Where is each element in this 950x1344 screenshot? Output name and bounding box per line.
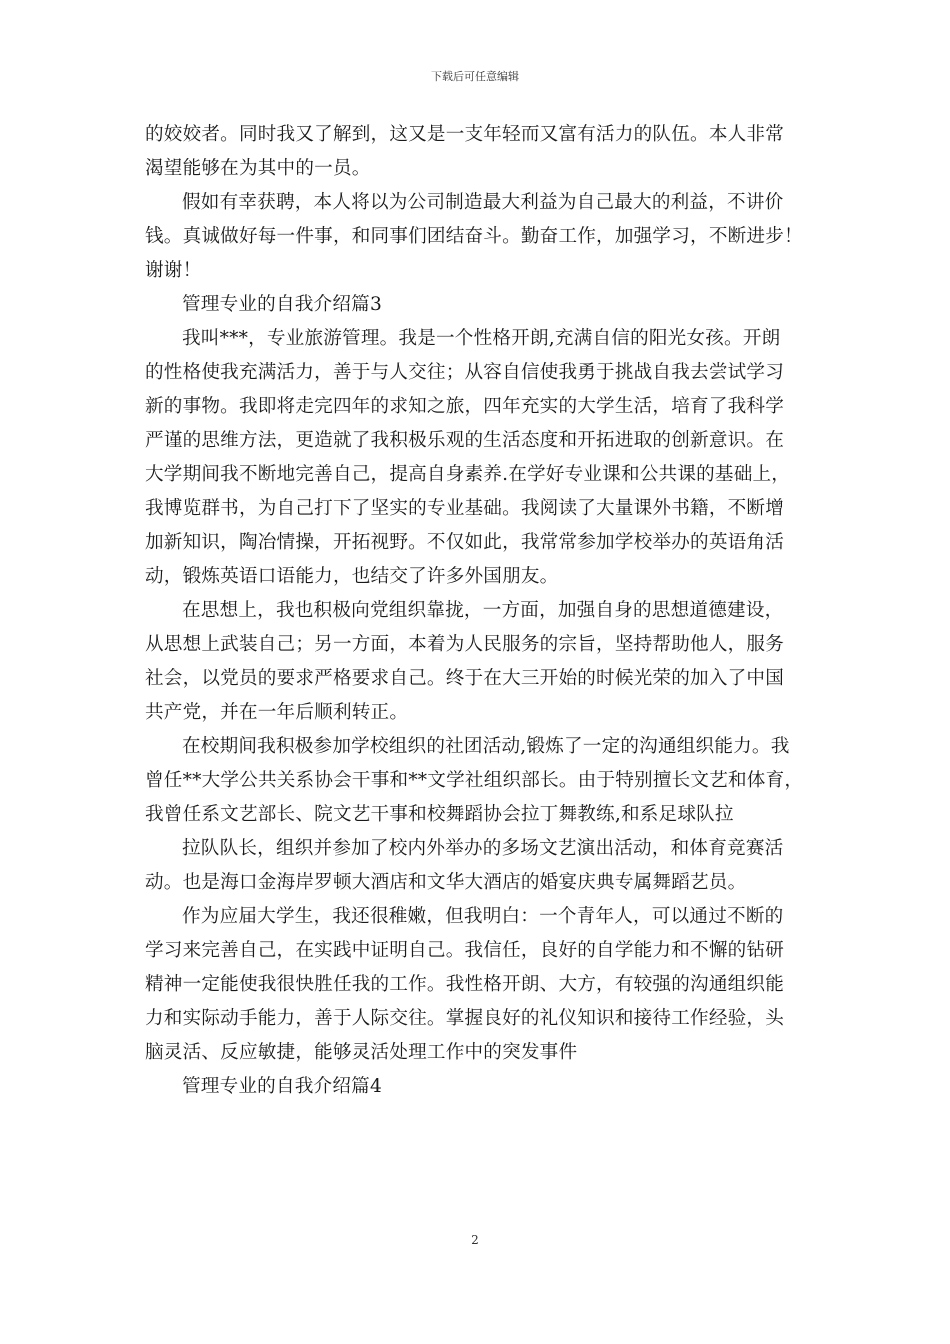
page-number: 2 — [471, 1233, 479, 1247]
text-line: 在思想上，我也积极向党组织靠拢，一方面，加强自身的思想道德建设， — [182, 600, 784, 621]
text-line: 大学期间我不断地完善自己，提高自身素养.在学好专业课和公共课的基础上， — [145, 464, 791, 485]
document-body — [145, 118, 810, 1104]
text-line: 动。也是海口金海岸罗顿大酒店和文华大酒店的婚宴庆典专属舞蹈艺员。 — [145, 872, 747, 893]
text-line: 的姣姣者。同时我又了解到，这又是一支年轻而又富有活力的队伍。本人非常 — [145, 124, 784, 145]
text-line: 在校期间我积极参加学校组织的社团活动,锻炼了一定的沟通组织能力。我 — [182, 736, 790, 757]
text-line: 脑灵活、反应敏捷，能够灵活处理工作中的突发事件 — [145, 1042, 578, 1063]
text-line: 作为应届大学生，我还很稚嫩，但我明白：一个青年人，可以通过不断的 — [182, 906, 784, 927]
text-line: 谢谢！ — [145, 260, 202, 281]
text-line: 拉队队长，组织并参加了校内外举办的多场文艺演出活动，和体育竞赛活 — [182, 838, 784, 859]
text-line: 我叫***，专业旅游管理。我是一个性格开朗,充满自信的阳光女孩。开朗 — [182, 328, 781, 349]
text-line: 我曾任系文艺部长、院文艺干事和校舞蹈协会拉丁舞教练,和系足球队拉 — [145, 804, 734, 825]
text-line: 我博览群书，为自己打下了坚实的专业基础。我阅读了大量课外书籍，不断增 — [145, 498, 784, 519]
text-line: 严谨的思维方法，更造就了我积极乐观的生活态度和开拓进取的创新意识。在 — [145, 430, 784, 451]
text-line: 精神一定能使我很快胜任我的工作。我性格开朗、大方，有较强的沟通组织能 — [145, 974, 784, 995]
text-line: 共产党，并在一年后顺利转正。 — [145, 702, 409, 723]
text-line: 渴望能够在为其中的一员。 — [145, 158, 371, 179]
text-line: 学习来完善自己，在实践中证明自己。我信任，良好的自学能力和不懈的钻研 — [145, 940, 784, 961]
text-line: 管理专业的自我介绍篇4 — [182, 1076, 382, 1097]
text-line: 管理专业的自我介绍篇3 — [182, 294, 382, 315]
text-line: 社会，以党员的要求严格要求自己。终于在大三开始的时候光荣的加入了中国 — [145, 668, 784, 689]
page-header: 下载后可任意编辑 — [431, 70, 519, 83]
text-line: 力和实际动手能力，善于人际交往。掌握良好的礼仪知识和接待工作经验，头 — [145, 1008, 784, 1029]
text-line: 新的事物。我即将走完四年的求知之旅，四年充实的大学生活，培育了我科学 — [145, 396, 784, 417]
text-line: 曾任**大学公共关系协会干事和**文学社组织部长。由于特别擅长文艺和体育， — [145, 770, 804, 791]
text-line: 加新知识，陶冶情操，开拓视野。不仅如此，我常常参加学校举办的英语角活 — [145, 532, 784, 553]
text-line: 的性格使我充满活力，善于与人交往；从容自信使我勇于挑战自我去尝试学习 — [145, 362, 784, 383]
text-line: 假如有幸获聘，本人将以为公司制造最大利益为自己最大的利益，不讲价 — [182, 192, 784, 213]
text-line: 动，锻炼英语口语能力，也结交了许多外国朋友。 — [145, 566, 559, 587]
text-line: 钱。真诚做好每一件事，和同事们团结奋斗。勤奋工作，加强学习，不断进步！ — [145, 226, 803, 247]
text-line: 从思想上武装自己；另一方面，本着为人民服务的宗旨，坚持帮助他人，服务 — [145, 634, 784, 655]
